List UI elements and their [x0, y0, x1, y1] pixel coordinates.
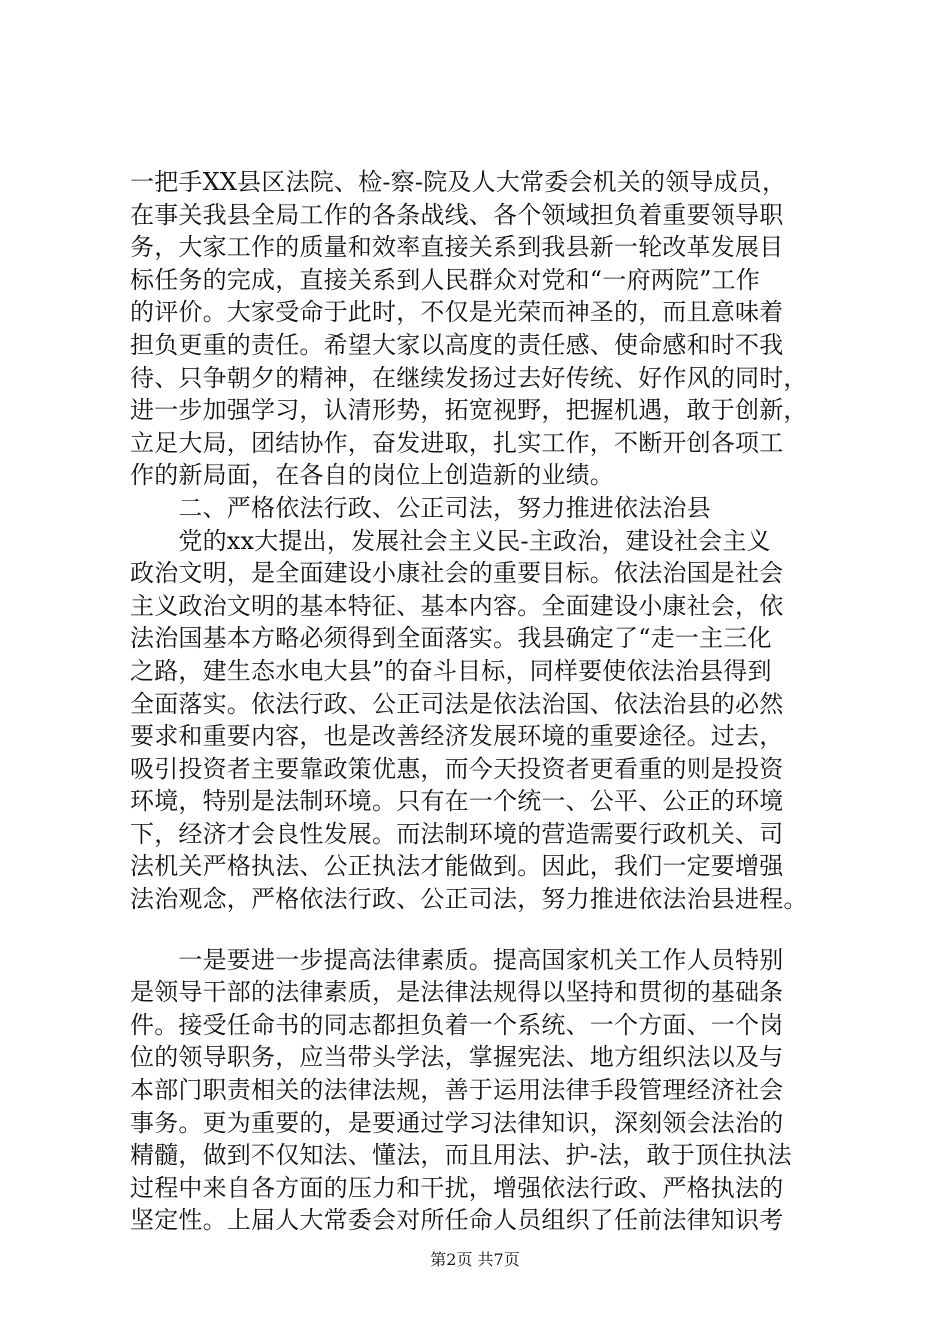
text-line: 主义政治文明的基本特征、基本内容。全面建设小康社会，依 — [130, 591, 784, 620]
text-line: 法机关严格执法、公正执法才能做到。因此，我们一定要增强 — [130, 852, 784, 881]
text-line: 在事关我县全局工作的各条战线、各个领域担负着重要领导职 — [130, 200, 784, 229]
text-line: 担负更重的责任。希望大家以高度的责任感、使命感和时不我 — [130, 330, 784, 359]
text-line: 要求和重要内容，也是改善经济发展环境的重要途径。过去， — [130, 722, 784, 751]
text-line: 过程中来自各方面的压力和干扰，增强依法行政、严格执法的 — [130, 1173, 784, 1202]
paragraph-gap — [130, 916, 830, 944]
text-line: 法治观念，严格依法行政、公正司法，努力推进依法治县进程。 — [130, 885, 808, 914]
section-heading: 二、严格依法行政、公正司法，努力推进依法治县 — [130, 493, 711, 522]
text-line: 一把手XX县区法院、检-察-院及人大常委会机关的领导成员， — [130, 168, 787, 196]
text-line: 标任务的完成，直接关系到人民群众对党和“一府两院”工作 — [130, 265, 760, 294]
text-line: 全面落实。依法行政、公正司法是依法治国、依法治县的必然 — [130, 689, 784, 718]
text-line: 本部门职责相关的法律法规，善于运用法律手段管理经济社会 — [130, 1076, 784, 1105]
text-line: 位的领导职务，应当带头学法，掌握宪法、地方组织法以及与 — [130, 1043, 784, 1072]
text-line: 政治文明，是全面建设小康社会的重要目标。依法治国是社会 — [130, 559, 784, 588]
text-line: 待、只争朝夕的精神，在继续发扬过去好传统、好作风的同时， — [130, 363, 808, 392]
body-text — [130, 166, 830, 1237]
text-line: 作的新局面，在各自的岗位上创造新的业绩。 — [130, 461, 614, 490]
text-line: 坚定性。上届人大常委会对所任命人员组织了任前法律知识考 — [130, 1206, 784, 1235]
text-line: 进一步加强学习，认清形势，拓宽视野，把握机遇，敢于创新， — [130, 396, 808, 425]
text-line: 吸引投资者主要靠政策优惠，而今天投资者更看重的则是投资 — [130, 754, 784, 783]
text-line: 精髓，做到不仅知法、懂法，而且用法、护-法，敢于顶住执法 — [130, 1141, 792, 1170]
text-line: 之路，建生态水电大县”的奋斗目标，同样要使依法治县得到 — [130, 656, 772, 685]
text-line: 党的xx大提出，发展社会主义民-主政治，建设社会主义 — [130, 526, 771, 555]
page-number: 第2页 共7页 — [430, 1250, 520, 1269]
text-line: 事务。更为重要的，是要通过学习法律知识，深刻领会法治的 — [130, 1108, 784, 1137]
text-line: 法治国基本方略必须得到全面落实。我县确定了“走一主三化 — [130, 624, 772, 653]
text-line: 立足大局，团结协作，奋发进取，扎实工作，不断开创各项工 — [130, 428, 784, 457]
text-line: 环境，特别是法制环境。只有在一个统一、公平、公正的环境 — [130, 787, 784, 816]
text-line: 的评价。大家受命于此时，不仅是光荣而神圣的，而且意味着 — [130, 298, 784, 327]
text-line: 是领导干部的法律素质，是法律法规得以坚持和贯彻的基础条 — [130, 978, 784, 1007]
text-line: 一是要进一步提高法律素质。提高国家机关工作人员特别 — [130, 945, 784, 974]
text-line: 务，大家工作的质量和效率直接关系到我县新一轮改革发展目 — [130, 233, 784, 262]
text-line: 下，经济才会良性发展。而法制环境的营造需要行政机关、司 — [130, 819, 784, 848]
text-line: 件。接受任命书的同志都担负着一个系统、一个方面、一个岗 — [130, 1010, 784, 1039]
